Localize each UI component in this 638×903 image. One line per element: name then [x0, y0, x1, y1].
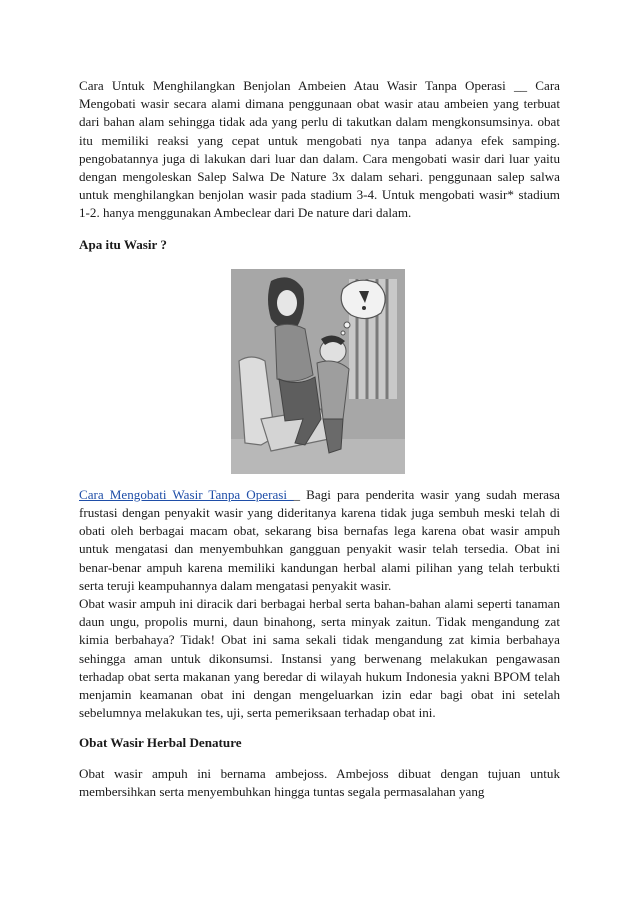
body-paragraph-2-text: _ Bagi para penderita wasir yang sudah merasa frustasi dengan penyakit wasir yang dideritanya karena tidak juga sembuh meski telah di obati oleh berbagai macam obat, sekarang bisa bernafas lega karena obat wasir ampuh untuk mengatasi dan menyembuhkan gangguan penyakit wasir telah tersedia. Obat ini benar-benar ampuh karena memiliki kandungan herbal alami pilihan yang telah terbukti serta teruji keampuhannya dalam mengatasi penyakit wasir. [79, 486, 560, 593]
section-heading-apa-itu-wasir: Apa itu Wasir ? [79, 236, 167, 252]
body-paragraph-4: Obat wasir ampuh ini bernama ambejoss. Ambejoss dibuat dengan tujuan untuk membersihkan serta menyembuhkan hingga tuntas segala permasalahan yang [79, 765, 560, 799]
section-heading-obat-wasir-herbal: Obat Wasir Herbal Denature [79, 735, 242, 751]
article-link[interactable]: Cara Mengobati Wasir Tanpa Operasi_ [79, 486, 294, 502]
illustration-image [231, 269, 405, 474]
intro-paragraph: Cara Untuk Menghilangkan Benjolan Ambeien Atau Wasir Tanpa Operasi __ Cara Mengobati wasir secara alami dimana penggunaan obat wasir atau ambeien yang terbuat dari bahan alam sehingga tidak ada yang perlu di takutkan dalam mengkonsumsinya. obat itu memiliki reaksi yang cepat untuk mengobati nya tanpa adanya efek samping. pengobatannya juga di lakukan dari luar dan dalam. Cara mengobati wasir dari luar yaitu dengan mengoleskan Salep Salwa De Nature 3x dalam sehari. penggunaan salep salwa untuk menghilangkan benjolan wasir pada stadium 3-4. Untuk mengobati wasir* stadium 1-2. hanya menggunakan Ambeclear dari De nature dari dalam. [79, 78, 560, 221]
body-paragraph-2 [79, 486, 560, 595]
body-paragraph-3: Obat wasir ampuh ini diracik dari berbagai herbal serta bahan-bahan alami seperti tanaman daun ungu, propolis murni, daun binahong, serta minyak zaitun. Tidak mengandung zat kimia berbahaya? Tidak! Obat ini sama sekali tidak mengandung zat kimia berbahaya sehingga aman untuk dikonsumsi. Instansi yang berwenang melakukan pengawasan terhadap obat serta makanan yang beredar di wilayah hukum Indonesia yakni BPOM telah menjamin keamanan obat ini dengan mengeluarkan izin edar bagi obat ini setelah sebelumnya melakukan tes, uji, serta pemeriksaan terhadap obat ini. [79, 596, 560, 721]
